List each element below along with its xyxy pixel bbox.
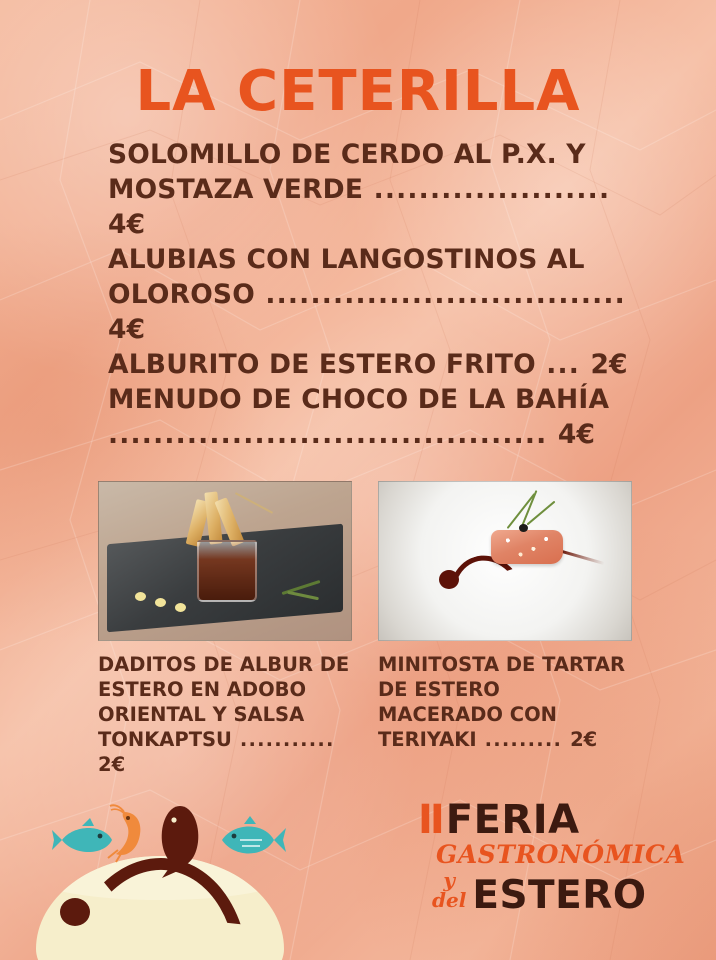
menu-item-price: 4€: [557, 418, 596, 450]
feria-del-word: del: [432, 888, 467, 912]
menu-item: [108, 348, 628, 383]
dish-caption-price: 2€: [570, 727, 598, 751]
feria-title-row: [418, 797, 668, 843]
plated-tartar-toast-with-teriyaki-image: [378, 481, 632, 641]
menu-item-dots: ................................: [254, 278, 626, 310]
dish-caption-name: MINITOSTA DE TARTAR DE ESTERO MACERADO CON TERIYAKI: [378, 652, 626, 751]
menu-item: [108, 383, 628, 453]
caviar-pearl-shape: [519, 524, 528, 532]
teriyaki-tail-shape: [561, 550, 604, 565]
dish-caption-price: 2€: [98, 752, 126, 776]
dish-card: [98, 481, 350, 778]
dish-caption: [378, 653, 630, 753]
feria-estero-row: [418, 868, 668, 919]
sauce-dot-shape: [135, 592, 146, 601]
menu-item: [108, 138, 628, 243]
sauce-dot-shape: [155, 598, 166, 607]
teriyaki-dot-shape: [439, 570, 459, 589]
shrimp-icon: [108, 805, 140, 862]
skewer-shape: [235, 492, 273, 513]
dish-card: [378, 481, 630, 778]
fish-teal-icon: [222, 816, 286, 854]
fish-icon: [52, 818, 112, 852]
plated-fried-albur-on-slate-board-image: [98, 481, 352, 641]
dish-photo-gallery: [98, 481, 658, 778]
poster-inner: [22, 22, 694, 960]
menu-item: [108, 243, 628, 348]
menu-item-name: MENUDO DE CHOCO DE LA BAHÍA: [108, 383, 610, 415]
feria-y-word: y: [443, 868, 455, 892]
menu-item-price: 4€: [108, 313, 146, 345]
feria-bars-icon: II: [418, 797, 442, 843]
menu-item-price: 2€: [590, 348, 628, 380]
menu-item-dots: .....................: [363, 173, 611, 205]
menu-item-dots: .......................................: [108, 418, 558, 450]
menu-item-name: ALBURITO DE ESTERO FRITO: [108, 348, 536, 380]
menu-item-name: ALUBIAS CON LANGOSTINOS AL OLOROSO: [108, 243, 585, 310]
sauce-dot-shape: [60, 898, 90, 926]
menu-item-price: 4€: [108, 208, 146, 240]
seafood-illustration-group: [50, 798, 300, 884]
page-title: LA CETERILLA: [135, 59, 581, 124]
feria-logo: [418, 797, 686, 919]
dish-caption-dots: ...........: [231, 727, 335, 751]
fish-silhouette-icon: [162, 806, 199, 878]
feria-gastronomica-word: GASTRONÓMICA: [436, 840, 686, 869]
feria-estero-word: ESTERO: [472, 873, 647, 919]
sauce-glass-shape: [197, 540, 257, 602]
feria-word: FERIA: [445, 797, 580, 843]
menu-item-dots: ...: [535, 348, 591, 380]
sauce-dot-shape: [175, 603, 186, 612]
dish-caption-name: DADITOS DE ALBUR DE ESTERO EN ADOBO ORIENTAL Y SALSA TONKAPTSU: [98, 652, 350, 751]
feria-y-del-words: [432, 870, 466, 910]
menu-list: [108, 138, 628, 453]
poster-footer: [22, 750, 694, 960]
dish-caption-dots: .........: [476, 727, 571, 751]
menu-item-name: SOLOMILLO DE CERDO AL P.X. Y MOSTAZA VERDE: [108, 139, 586, 205]
tartar-texture-shape: [495, 532, 559, 560]
